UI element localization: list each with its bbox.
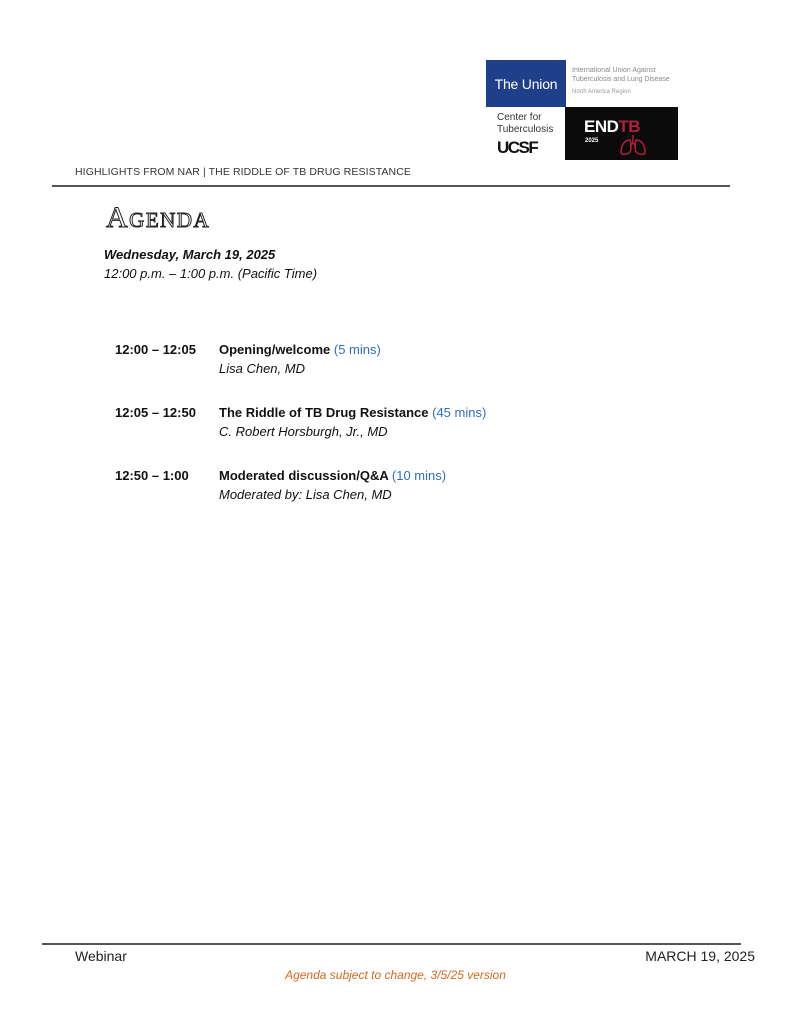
- union-region: North America Region: [572, 89, 631, 95]
- header-divider: [52, 185, 730, 187]
- agenda-item-speaker: Lisa Chen, MD: [219, 361, 305, 376]
- agenda-item-duration: (10 mins): [391, 468, 447, 483]
- lungs-icon: [619, 134, 647, 156]
- endtb-tb: TB: [618, 117, 641, 136]
- page-title: Agenda: [106, 201, 211, 234]
- agenda-item-duration: (45 mins): [432, 405, 487, 420]
- union-description: International Union Against Tuberculosis and Lung Disease: [572, 67, 670, 83]
- footer-divider: [42, 943, 741, 945]
- ctb-line2: Tuberculosis: [497, 124, 554, 135]
- footer-event-type: Webinar: [75, 948, 127, 964]
- agenda-time-slot: 12:05 – 12:50: [115, 405, 196, 420]
- event-date: Wednesday, March 19, 2025: [104, 247, 276, 262]
- agenda-item-speaker: C. Robert Horsburgh, Jr., MD: [219, 424, 388, 439]
- union-logo-label: The Union: [494, 75, 558, 92]
- footer-version-note: Agenda subject to change, 3/5/25 version: [285, 968, 506, 982]
- ctb-logo: [497, 112, 553, 136]
- footer-date: MARCH 19, 2025: [645, 948, 755, 964]
- agenda-item-name: Moderated discussion/Q&A: [219, 468, 389, 483]
- agenda-item-speaker: Moderated by: Lisa Chen, MD: [219, 487, 392, 502]
- endtb-year: 2025: [585, 138, 599, 144]
- header-text: HIGHLIGHTS FROM NAR | THE RIDDLE OF TB DRUG RESISTANCE: [75, 166, 411, 178]
- agenda-time-slot: 12:00 – 12:05: [115, 342, 196, 357]
- agenda-item-duration: (5 mins): [333, 342, 381, 357]
- agenda-item-title: [219, 405, 486, 420]
- agenda-time-slot: 12:50 – 1:00: [115, 468, 189, 483]
- agenda-item-name: Opening/welcome: [219, 342, 331, 357]
- ctb-line1: Center for: [497, 112, 542, 123]
- event-time: 12:00 p.m. – 1:00 p.m. (Pacific Time): [104, 266, 318, 281]
- endtb-logo: [565, 107, 678, 160]
- ucsf-logo: UCSF: [497, 138, 538, 157]
- agenda-item-name: The Riddle of TB Drug Resistance: [219, 405, 429, 420]
- agenda-item-title: [219, 342, 381, 357]
- the-union-logo: [486, 60, 566, 107]
- endtb-end: END: [584, 117, 619, 136]
- agenda-item-title: [219, 468, 446, 483]
